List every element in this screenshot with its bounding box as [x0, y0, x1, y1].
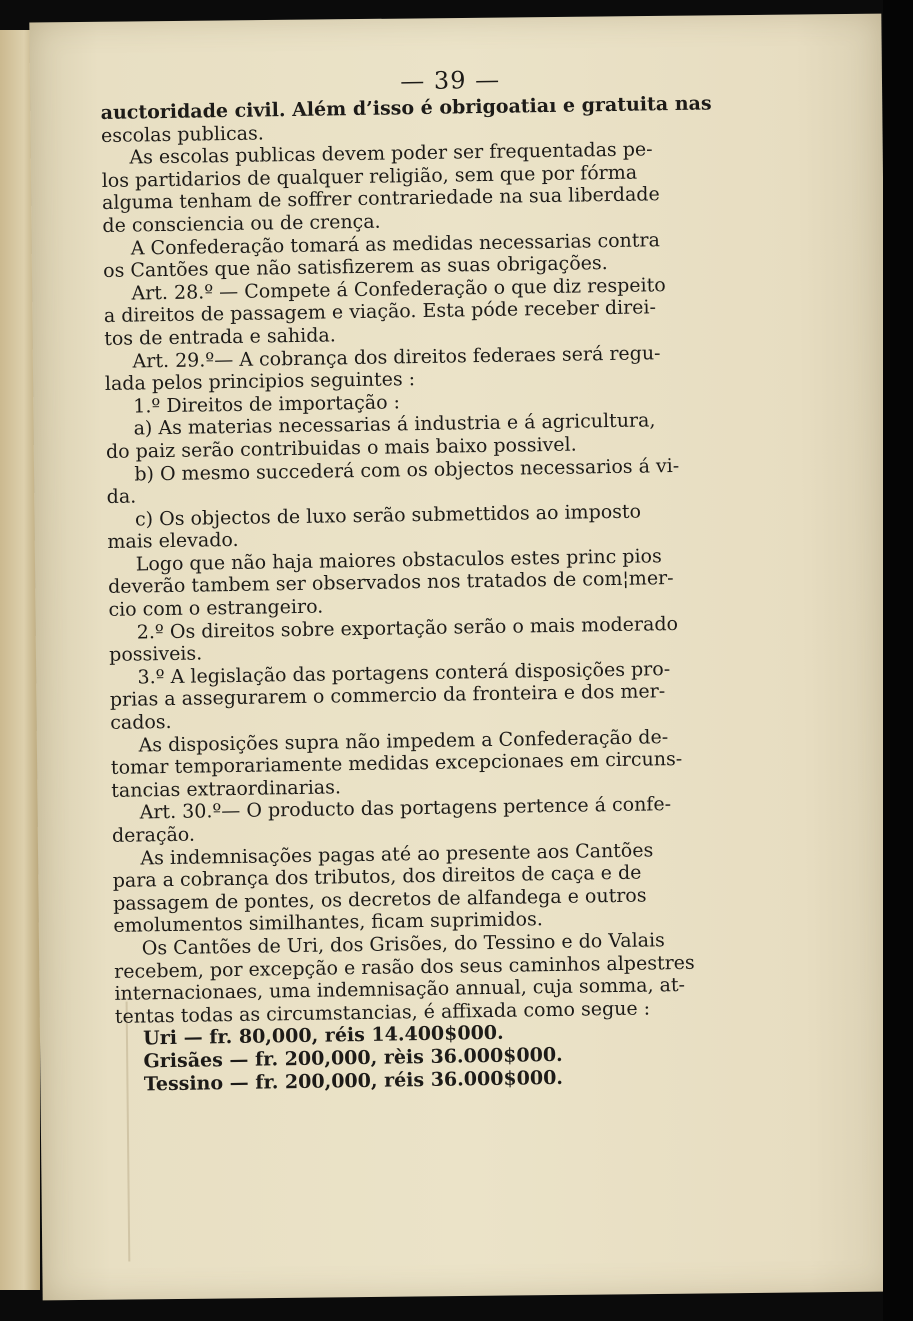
text-line: tos de entrada e sahida.: [104, 324, 336, 350]
text-line: alguma tenham de soffrer contrariedade na sua liberdade: [101, 183, 660, 215]
text-line: deração.: [111, 823, 196, 847]
text-line: escolas publicas.: [100, 122, 264, 147]
text-line: tentas todas as circumstancias, é affixada como segue :: [114, 997, 651, 1028]
text-line: prias a assegurarem o commercio da fronteira e dos mer-: [109, 680, 666, 712]
text-line: los partidarios de qualquer religião, sem que por fórma: [101, 161, 638, 192]
text-line: de consciencia ou de crença.: [102, 210, 381, 237]
text-line: os Cantões que não satisfizerem as suas obrigações.: [102, 252, 608, 283]
text-line: passagem de pontes, os decretos de alfandega e outros: [112, 884, 647, 915]
text-line: As escolas publicas devem poder ser frequentadas pe-: [129, 138, 653, 169]
text-line: a) As materias necessarias á industria e á agricultura,: [133, 409, 656, 440]
text-line: Art. 28.º — Compete á Confederação o que diz respeito: [131, 273, 666, 305]
text-line: para a cobrança dos tributos, dos direitos de caça e de: [112, 861, 642, 893]
text-line: auctoridade civil. Além d’isso é obrigoatiaı e gratuita nas: [100, 92, 712, 124]
text-line: Uri — fr. 80,000, réis 14.400$000.: [143, 1022, 504, 1050]
text-line: recebem, por excepção e rasão dos seus caminhos alpestres: [113, 951, 695, 983]
text-line: tancias extraordinarias.: [111, 776, 342, 802]
text-line: tomar temporariamente medidas excepcionaes em circuns-: [110, 748, 683, 780]
text-line: Logo que não haja maiores obstaculos estes princ pios: [135, 545, 662, 576]
text-line: Tessino — fr. 200,000, réis 36.000$000.: [143, 1066, 564, 1095]
text-line: possiveis.: [109, 642, 203, 667]
page-number: — 39 —: [400, 65, 501, 96]
text-line: cio com o estrangeiro.: [108, 595, 324, 621]
text-line: mais elevado.: [107, 529, 239, 554]
text-line: Art. 29.º— A cobrança dos direitos federaes será regu-: [132, 341, 661, 373]
text-line: A Confederação tomará as medidas necessarias contra: [130, 228, 661, 260]
text-line: Grisães — fr. 200,000, rèis 36.000$000.: [143, 1043, 563, 1073]
text-line: As indemnisações pagas até ao presente aos Cantões: [140, 839, 654, 870]
text-line: Art. 30.º— O producto das portagens pertence á confe-: [139, 793, 672, 824]
text-line: cados.: [110, 710, 172, 734]
text-line: 1.º Direitos de importação :: [133, 391, 401, 418]
text-line: internacionaes, uma indemnisação annual, cuja somma, at-: [114, 974, 686, 1006]
page-text: [100, 60, 776, 1096]
text-line: da.: [106, 485, 137, 509]
text-line: lada pelos principios seguintes :: [104, 368, 416, 396]
text-line: Os Cantões de Uri, dos Grisões, do Tessino e do Valais: [141, 929, 666, 960]
text-lines: [101, 92, 777, 1096]
text-line: 3.º A legislação das portagens conterá disposições pro-: [137, 657, 671, 689]
text-line: do paiz serão contribuidas o mais baixo possivel.: [105, 433, 577, 463]
text-line: emolumentos similhantes, ficam suprimidos.: [113, 908, 543, 938]
text-line: As disposições supra não impedem a Confederação de-: [138, 725, 669, 757]
text-line: c) Os objectos de luxo serão submettidos ao imposto: [134, 500, 642, 531]
text-line: a direitos de passagem e viação. Esta póde receber direi-: [103, 296, 657, 328]
dark-border: [883, 0, 913, 1321]
text-line: b) O mesmo succederá com os objectos necessarios á vi-: [134, 454, 680, 486]
text-line: 2.º Os direitos sobre exportação serão o mais moderado: [136, 612, 679, 644]
text-line: deverão tambem ser observados nos tratados de com¦mer-: [107, 567, 674, 599]
